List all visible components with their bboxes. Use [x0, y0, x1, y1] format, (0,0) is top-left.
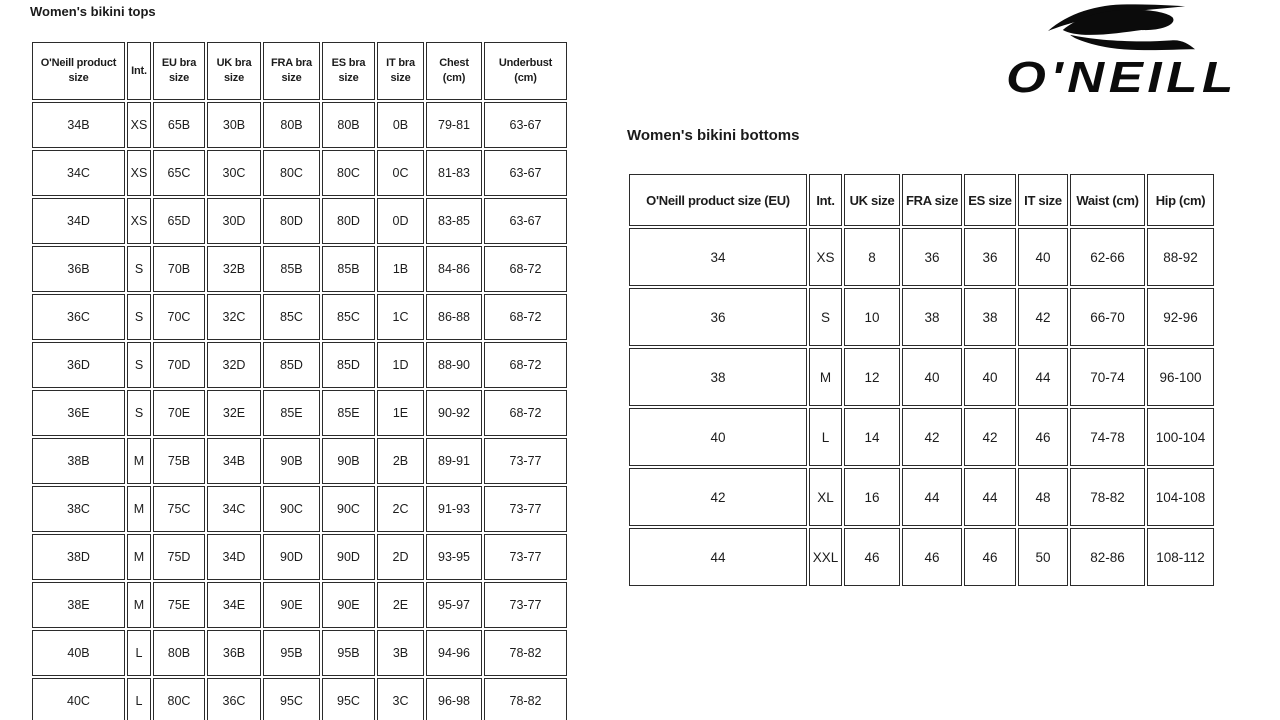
- table-cell: 34C: [32, 150, 125, 196]
- table-cell: M: [127, 486, 151, 532]
- table-cell: 36: [964, 228, 1016, 286]
- table-cell: 68-72: [484, 342, 567, 388]
- table-cell: 100-104: [1147, 408, 1214, 466]
- table-cell: 90E: [322, 582, 375, 628]
- table-row: [32, 486, 567, 532]
- table-cell: 95B: [322, 630, 375, 676]
- table-cell: 90E: [263, 582, 320, 628]
- table-cell: 36C: [207, 678, 261, 720]
- column-header: Waist (cm): [1070, 174, 1145, 226]
- table-cell: 80B: [322, 102, 375, 148]
- table-cell: 0C: [377, 150, 424, 196]
- table-row: [32, 342, 567, 388]
- table-cell: 3B: [377, 630, 424, 676]
- table-cell: 42: [1018, 288, 1068, 346]
- table-cell: 86-88: [426, 294, 482, 340]
- table-cell: XXL: [809, 528, 842, 586]
- table-cell: 85E: [322, 390, 375, 436]
- table-cell: 65C: [153, 150, 205, 196]
- table-cell: 63-67: [484, 198, 567, 244]
- table-cell: 30D: [207, 198, 261, 244]
- table-cell: 78-82: [484, 630, 567, 676]
- table-row: [629, 408, 1214, 466]
- table-cell: 90B: [263, 438, 320, 484]
- table-cell: 42: [902, 408, 962, 466]
- oneill-logo: [984, 4, 1260, 102]
- table-cell: 80D: [263, 198, 320, 244]
- table-cell: 10: [844, 288, 900, 346]
- column-header: FRA bra size: [263, 42, 320, 100]
- table-cell: S: [809, 288, 842, 346]
- table-cell: 36B: [207, 630, 261, 676]
- table-cell: XS: [127, 102, 151, 148]
- table-cell: L: [809, 408, 842, 466]
- table-cell: 42: [629, 468, 807, 526]
- table-cell: 85E: [263, 390, 320, 436]
- table-cell: 34D: [32, 198, 125, 244]
- table-cell: 95C: [263, 678, 320, 720]
- table-cell: 32B: [207, 246, 261, 292]
- table-cell: XS: [127, 198, 151, 244]
- table-cell: 85B: [322, 246, 375, 292]
- table-cell: 74-78: [1070, 408, 1145, 466]
- table-cell: 68-72: [484, 246, 567, 292]
- table-cell: 75B: [153, 438, 205, 484]
- table-cell: 36E: [32, 390, 125, 436]
- table-cell: 40: [964, 348, 1016, 406]
- column-header: Underbust (cm): [484, 42, 567, 100]
- table-cell: 34D: [207, 534, 261, 580]
- table-row: [629, 348, 1214, 406]
- table-cell: 81-83: [426, 150, 482, 196]
- table-cell: 85C: [263, 294, 320, 340]
- table-cell: 70E: [153, 390, 205, 436]
- table-cell: 92-96: [1147, 288, 1214, 346]
- table-cell: 89-91: [426, 438, 482, 484]
- table-cell: 80B: [263, 102, 320, 148]
- table-cell: 36: [629, 288, 807, 346]
- table-cell: 44: [902, 468, 962, 526]
- table-cell: 34E: [207, 582, 261, 628]
- table-cell: 16: [844, 468, 900, 526]
- table-cell: 91-93: [426, 486, 482, 532]
- table-cell: 82-86: [1070, 528, 1145, 586]
- table-cell: 95-97: [426, 582, 482, 628]
- table-cell: 2E: [377, 582, 424, 628]
- table-cell: 63-67: [484, 150, 567, 196]
- table-cell: 80C: [153, 678, 205, 720]
- table-cell: 40: [902, 348, 962, 406]
- tops-title: Women's bikini tops: [30, 4, 156, 19]
- table-cell: 78-82: [1070, 468, 1145, 526]
- bottoms-title: Women's bikini bottoms: [627, 127, 800, 144]
- table-cell: 36D: [32, 342, 125, 388]
- table-cell: 108-112: [1147, 528, 1214, 586]
- table-cell: 88-90: [426, 342, 482, 388]
- table-cell: 85C: [322, 294, 375, 340]
- table-cell: 32C: [207, 294, 261, 340]
- table-cell: 70-74: [1070, 348, 1145, 406]
- table-cell: 8: [844, 228, 900, 286]
- table-cell: 90D: [263, 534, 320, 580]
- table-cell: 104-108: [1147, 468, 1214, 526]
- table-cell: 65D: [153, 198, 205, 244]
- table-row: [32, 294, 567, 340]
- table-cell: S: [127, 342, 151, 388]
- table-cell: M: [127, 534, 151, 580]
- table-cell: 63-67: [484, 102, 567, 148]
- table-cell: 44: [964, 468, 1016, 526]
- table-cell: 68-72: [484, 294, 567, 340]
- table-cell: 85B: [263, 246, 320, 292]
- table-cell: 1C: [377, 294, 424, 340]
- table-cell: XL: [809, 468, 842, 526]
- table-cell: 85D: [322, 342, 375, 388]
- table-row: [32, 390, 567, 436]
- table-cell: XS: [127, 150, 151, 196]
- table-cell: 80C: [322, 150, 375, 196]
- table-cell: S: [127, 390, 151, 436]
- table-cell: 0B: [377, 102, 424, 148]
- column-header: UK bra size: [207, 42, 261, 100]
- table-row: [32, 246, 567, 292]
- table-cell: 46: [964, 528, 1016, 586]
- table-cell: 70C: [153, 294, 205, 340]
- table-cell: 96-100: [1147, 348, 1214, 406]
- table-cell: 3C: [377, 678, 424, 720]
- table-cell: 38E: [32, 582, 125, 628]
- table-cell: 73-77: [484, 534, 567, 580]
- table-row: [32, 198, 567, 244]
- bottoms-size-table: [627, 172, 1216, 588]
- table-cell: 73-77: [484, 486, 567, 532]
- table-cell: 65B: [153, 102, 205, 148]
- table-cell: 96-98: [426, 678, 482, 720]
- table-cell: 2B: [377, 438, 424, 484]
- table-cell: 38C: [32, 486, 125, 532]
- table-cell: 80D: [322, 198, 375, 244]
- column-header: O'Neill product size (EU): [629, 174, 807, 226]
- table-cell: 75C: [153, 486, 205, 532]
- column-header: IT bra size: [377, 42, 424, 100]
- table-cell: 34B: [32, 102, 125, 148]
- table-cell: 36B: [32, 246, 125, 292]
- column-header: Int.: [127, 42, 151, 100]
- table-cell: 12: [844, 348, 900, 406]
- oneill-wordmark: O'NEILL: [1006, 53, 1238, 102]
- column-header: EU bra size: [153, 42, 205, 100]
- table-cell: 46: [902, 528, 962, 586]
- table-cell: XS: [809, 228, 842, 286]
- table-cell: 36C: [32, 294, 125, 340]
- table-cell: 44: [629, 528, 807, 586]
- table-cell: 85D: [263, 342, 320, 388]
- table-cell: 38B: [32, 438, 125, 484]
- table-cell: M: [127, 582, 151, 628]
- table-row: [32, 582, 567, 628]
- table-cell: 94-96: [426, 630, 482, 676]
- table-cell: 78-82: [484, 678, 567, 720]
- table-cell: 30B: [207, 102, 261, 148]
- table-cell: 32D: [207, 342, 261, 388]
- header-row: [32, 42, 567, 100]
- table-cell: 46: [844, 528, 900, 586]
- table-row: [32, 534, 567, 580]
- table-row: [32, 102, 567, 148]
- table-cell: 70D: [153, 342, 205, 388]
- table-cell: 1D: [377, 342, 424, 388]
- column-header: Hip (cm): [1147, 174, 1214, 226]
- table-cell: 95C: [322, 678, 375, 720]
- table-cell: 1B: [377, 246, 424, 292]
- table-cell: 83-85: [426, 198, 482, 244]
- table-cell: 32E: [207, 390, 261, 436]
- table-cell: 38: [964, 288, 1016, 346]
- oneill-wave-icon: [1048, 4, 1196, 52]
- table-cell: 73-77: [484, 582, 567, 628]
- table-cell: 90C: [322, 486, 375, 532]
- table-cell: 40C: [32, 678, 125, 720]
- table-cell: 1E: [377, 390, 424, 436]
- table-cell: 34: [629, 228, 807, 286]
- table-cell: 75E: [153, 582, 205, 628]
- table-cell: 80B: [153, 630, 205, 676]
- table-cell: 90C: [263, 486, 320, 532]
- column-header: Chest (cm): [426, 42, 482, 100]
- table-cell: 40: [629, 408, 807, 466]
- tops-size-table: [30, 40, 569, 720]
- table-cell: 80C: [263, 150, 320, 196]
- table-cell: S: [127, 294, 151, 340]
- table-row: [32, 438, 567, 484]
- table-cell: 44: [1018, 348, 1068, 406]
- table-cell: 84-86: [426, 246, 482, 292]
- table-cell: 34C: [207, 486, 261, 532]
- table-cell: 0D: [377, 198, 424, 244]
- column-header: ES size: [964, 174, 1016, 226]
- table-cell: 46: [1018, 408, 1068, 466]
- column-header: O'Neill product size: [32, 42, 125, 100]
- table-cell: 30C: [207, 150, 261, 196]
- table-row: [629, 288, 1214, 346]
- table-row: [629, 228, 1214, 286]
- table-cell: 70B: [153, 246, 205, 292]
- table-cell: 36: [902, 228, 962, 286]
- table-cell: 79-81: [426, 102, 482, 148]
- header-row: [629, 174, 1214, 226]
- table-cell: 2C: [377, 486, 424, 532]
- table-cell: L: [127, 678, 151, 720]
- table-cell: 38D: [32, 534, 125, 580]
- table-cell: M: [809, 348, 842, 406]
- table-cell: 42: [964, 408, 1016, 466]
- table-cell: 90-92: [426, 390, 482, 436]
- table-row: [32, 150, 567, 196]
- table-row: [32, 678, 567, 720]
- table-cell: 40: [1018, 228, 1068, 286]
- table-cell: 62-66: [1070, 228, 1145, 286]
- column-header: FRA size: [902, 174, 962, 226]
- column-header: IT size: [1018, 174, 1068, 226]
- table-cell: 95B: [263, 630, 320, 676]
- table-cell: 75D: [153, 534, 205, 580]
- table-cell: 2D: [377, 534, 424, 580]
- table-cell: 34B: [207, 438, 261, 484]
- table-cell: 66-70: [1070, 288, 1145, 346]
- table-cell: 14: [844, 408, 900, 466]
- column-header: UK size: [844, 174, 900, 226]
- table-cell: 90D: [322, 534, 375, 580]
- table-cell: 48: [1018, 468, 1068, 526]
- table-cell: 88-92: [1147, 228, 1214, 286]
- table-cell: 38: [629, 348, 807, 406]
- table-row: [32, 630, 567, 676]
- table-cell: M: [127, 438, 151, 484]
- table-cell: 73-77: [484, 438, 567, 484]
- table-cell: 93-95: [426, 534, 482, 580]
- table-cell: 90B: [322, 438, 375, 484]
- table-cell: 40B: [32, 630, 125, 676]
- table-cell: 68-72: [484, 390, 567, 436]
- table-cell: 50: [1018, 528, 1068, 586]
- column-header: ES bra size: [322, 42, 375, 100]
- table-row: [629, 468, 1214, 526]
- table-cell: S: [127, 246, 151, 292]
- column-header: Int.: [809, 174, 842, 226]
- table-cell: 38: [902, 288, 962, 346]
- table-cell: L: [127, 630, 151, 676]
- table-row: [629, 528, 1214, 586]
